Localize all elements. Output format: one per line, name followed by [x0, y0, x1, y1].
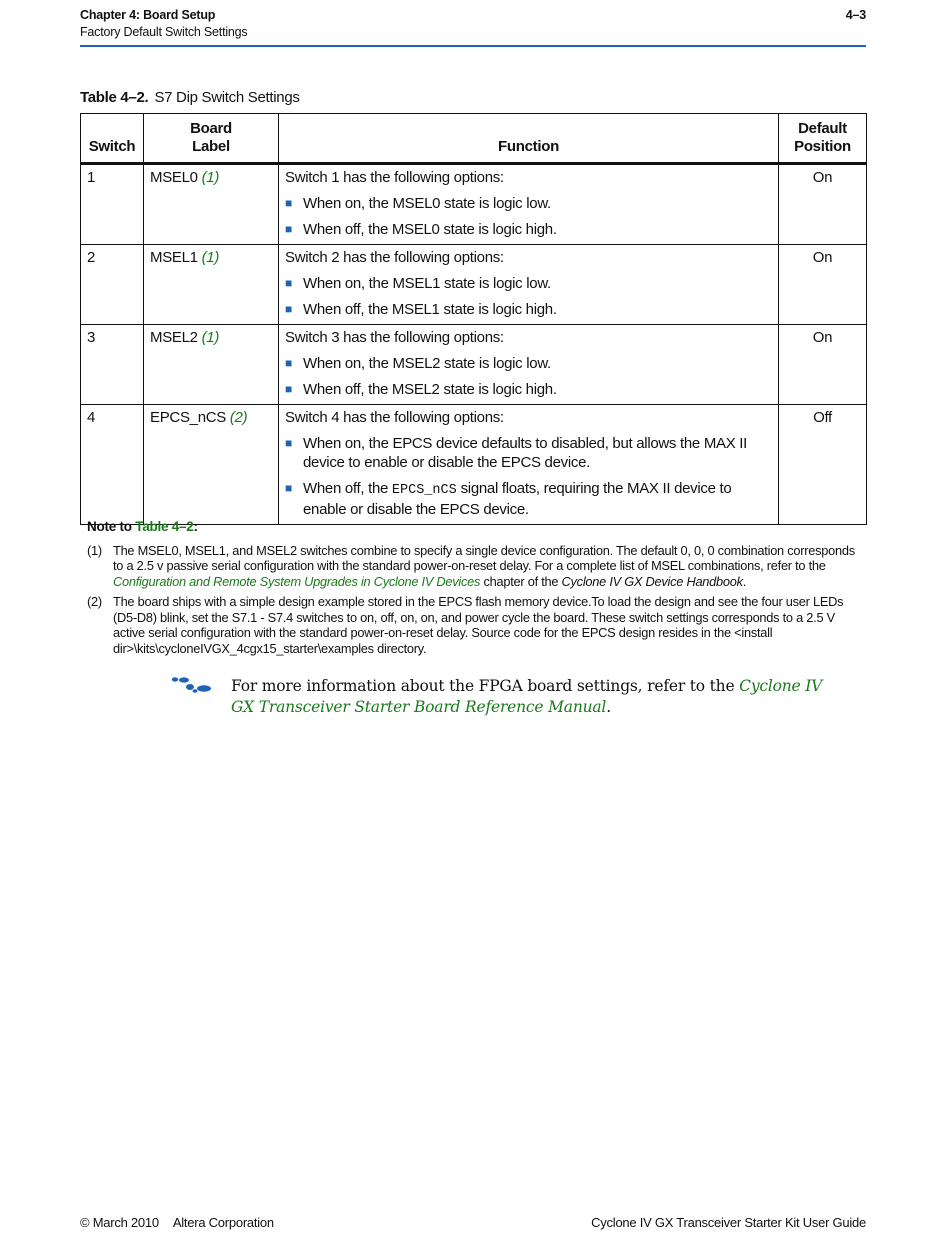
cell-function: Switch 4 has the following options: ■ When on, the EPCS device defaults to disabled, but allows the MAX II device to enable or disable the EPCS device. ■ When off, the EPCS_nCS signal floats, requiring the MAX II device to enable or disable the EPCS device.	[279, 405, 779, 525]
cell-switch: 1	[81, 164, 144, 245]
bullet-square-icon: ■	[285, 276, 292, 290]
cell-label: MSEL0 (1)	[144, 164, 279, 245]
footer-guide-title: Cyclone IV GX Transceiver Starter Kit User Guide	[591, 1215, 866, 1230]
cell-function: Switch 2 has the following options: ■ When on, the MSEL1 state is logic low. ■ When off, the MSEL1 state is logic high.	[279, 245, 779, 325]
bullet-square-icon: ■	[285, 196, 292, 210]
header-function: Function	[279, 114, 779, 164]
cell-label: MSEL2 (1)	[144, 325, 279, 405]
footer-copyright: © March 2010	[80, 1215, 159, 1230]
chapter-title: Chapter 4: Board Setup	[80, 8, 216, 22]
table-row	[81, 164, 867, 245]
table-number: Table 4–2.	[80, 89, 149, 106]
cell-function: Switch 3 has the following options: ■ When on, the MSEL2 state is logic low. ■ When off, the MSEL2 state is logic high.	[279, 325, 779, 405]
cell-default: On	[779, 164, 867, 245]
note-item: (2) The board ships with a simple design example stored in the EPCS flash memory device.To load the design and see the four user LEDs (D5-D8) blink, set the S7.1 - S7.4 switches to on, off, on, on, and power cycle the board. These switch settings corresponds to a 2.5 V active serial configuration with the standard power-on-reset delay. Source code for the EPCS design resides in the <install dir>\kits\cycloneIVGX_4cgx15_starter\examples directory.	[87, 594, 844, 656]
config-chapter-link[interactable]: Configuration and Remote System Upgrades in Cyclone IV Devices	[113, 573, 481, 589]
header-board-label: Board Label	[144, 114, 279, 164]
page-header	[80, 8, 866, 39]
reference-manual-link[interactable]: Cyclone IV GX Transceiver Starter Board Reference Manual	[231, 677, 823, 716]
notes-title: Note to Table 4–2:	[87, 519, 198, 534]
table-row	[81, 325, 867, 405]
page-number: 4–3	[845, 8, 866, 22]
cell-label: EPCS_nCS (2)	[144, 405, 279, 525]
bullet-square-icon: ■	[285, 382, 292, 396]
table-notes	[87, 519, 865, 661]
table-title: S7 Dip Switch Settings	[154, 89, 300, 106]
cell-function: Switch 1 has the following options: ■ When on, the MSEL0 state is logic low. ■ When off, the MSEL0 state is logic high.	[279, 164, 779, 245]
info-text: For more information about the FPGA board settings, refer to the Cyclone IV GX Transceiver Starter Board Reference Manual.	[231, 677, 823, 716]
cell-switch: 2	[81, 245, 144, 325]
dip-switch-table	[80, 113, 867, 525]
cell-switch: 4	[81, 405, 144, 525]
section-title: Factory Default Switch Settings	[80, 25, 248, 39]
code-signal-name: EPCS_nCS	[391, 483, 457, 498]
header-rule	[80, 45, 866, 47]
bullet-square-icon: ■	[285, 481, 292, 495]
note-ref-link[interactable]: (1)	[201, 169, 220, 186]
table-header-row	[81, 114, 867, 164]
table-ref-link[interactable]: Table 4–2	[135, 519, 194, 534]
note-ref-link[interactable]: (1)	[201, 329, 220, 346]
bullet-square-icon: ■	[285, 436, 292, 450]
handbook-title: Cyclone IV GX Device Handbook	[561, 573, 743, 589]
footer-company: Altera Corporation	[172, 1215, 274, 1230]
header-default-position: Default Position	[779, 114, 867, 164]
cell-switch: 3	[81, 325, 144, 405]
note-ref-link[interactable]: (1)	[201, 249, 220, 266]
header-switch: Switch	[81, 114, 144, 164]
cell-default: On	[779, 245, 867, 325]
cell-default: On	[779, 325, 867, 405]
note-ref-link[interactable]: (2)	[229, 409, 248, 426]
bullet-square-icon: ■	[285, 302, 292, 316]
cell-default: Off	[779, 405, 867, 525]
bullet-square-icon: ■	[285, 356, 292, 370]
table-caption	[80, 89, 300, 106]
bullet-square-icon: ■	[285, 222, 292, 236]
info-footprint-icon	[170, 676, 214, 696]
table-row	[81, 245, 867, 325]
table-row	[81, 405, 867, 525]
note-item: (1) The MSEL0, MSEL1, and MSEL2 switches combine to specify a single device configuration. The default 0, 0, 0 combination corresponds to a 2.5 v passive serial configuration with the standard power-on-reset delay. For a complete list of MSEL combinations, refer to the Configuration and Remote System Upgrades in Cyclone IV Devices chapter of the Cyclone IV GX Device Handbook.	[87, 542, 855, 589]
page-footer	[80, 1215, 866, 1230]
cell-label: MSEL1 (1)	[144, 245, 279, 325]
